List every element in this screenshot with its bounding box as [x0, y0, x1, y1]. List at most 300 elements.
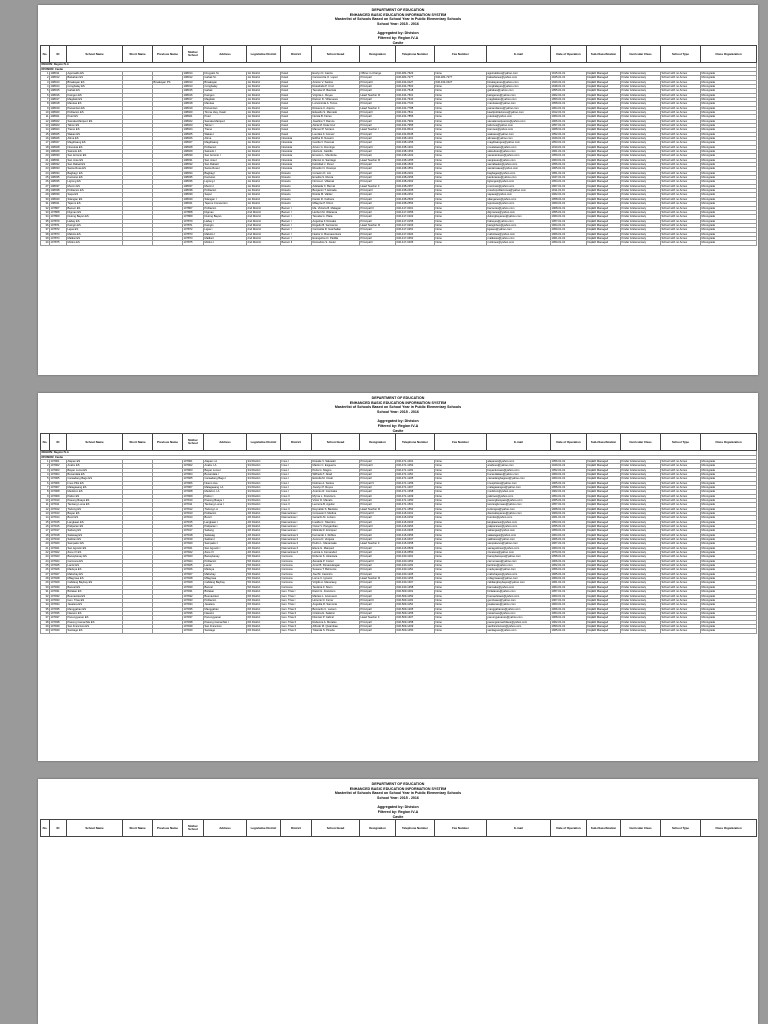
table-cell: 1912-01-01	[551, 110, 587, 114]
table-cell: 108022	[183, 119, 204, 123]
school-table	[40, 819, 757, 837]
table-cell: DepED Managed	[587, 176, 621, 180]
table-cell: None	[435, 616, 487, 620]
table-cell: Joel M. Casimiro	[312, 572, 360, 576]
school-table	[40, 433, 757, 633]
table-cell: Principal I	[360, 538, 396, 542]
table-cell: Adelaida C. Bernal	[312, 184, 360, 188]
table-cell: Bucandala I	[204, 472, 247, 476]
column-header: Fax Number	[435, 820, 487, 837]
table-cell: School with no Annex	[661, 167, 701, 171]
table-cell: 4th District	[247, 533, 281, 537]
table-cell: School with no Annex	[661, 171, 701, 175]
table-cell: DepED Managed	[587, 102, 621, 106]
table-cell: 046-417-0102	[396, 215, 435, 219]
table-cell: Principal I	[360, 115, 396, 119]
table-cell: 108012	[183, 76, 204, 80]
table-cell: 046-509-1256	[396, 611, 435, 615]
table-cell: Leonora B. Aguilar	[312, 503, 360, 507]
table-cell: Kinder & Elementary	[621, 568, 661, 572]
table-cell: Monograde	[701, 202, 757, 206]
table-cell: Silangan I	[204, 197, 247, 201]
table-cell: Principal III	[360, 206, 396, 210]
table-cell: 26	[41, 180, 50, 184]
table-cell: Marlon C. Esguerra	[312, 464, 360, 468]
table-cell: Bancal	[204, 585, 247, 589]
table-cell: 8	[41, 102, 50, 106]
table-cell: 1907-01-01	[551, 598, 587, 602]
table-cell: Kinder & Elementary	[621, 171, 661, 175]
table-cell: 107918	[50, 533, 67, 537]
school-year: School Year: 2015 - 2016	[377, 21, 419, 26]
table-cell: Tirona Hwy, Kawit	[204, 110, 247, 114]
table-header-row	[41, 434, 757, 451]
table-cell: Monograde	[701, 585, 757, 589]
table-cell: 1st District	[247, 197, 281, 201]
column-header: ID	[50, 434, 67, 451]
aggregated-by: Aggregated by: Division	[377, 31, 419, 36]
table-cell: Principal I	[360, 228, 396, 232]
table-cell: Principal I	[360, 150, 396, 154]
table-cell: DepED Managed	[587, 498, 621, 502]
table-cell: Samala-Marquez	[204, 119, 247, 123]
table-cell: 1960-01-01	[551, 546, 587, 550]
table-cell: tramoes@yahoo.com	[487, 128, 551, 132]
table-cell: 6th District	[247, 611, 281, 615]
table-cell: Kinder & Elementary	[621, 236, 661, 240]
table-cell: 1962-01-01	[551, 93, 587, 97]
table-cell: Kinder & Elementary	[621, 468, 661, 472]
table-cell: 107910	[50, 498, 67, 502]
table-cell: 18	[41, 533, 50, 537]
table-cell: Kinder & Elementary	[621, 555, 661, 559]
table-cell: Kawit	[281, 80, 312, 84]
column-header: School Name	[67, 46, 123, 63]
table-cell: paliparanes@yahoo.com	[487, 525, 551, 529]
table-cell: 046-438-2503	[396, 197, 435, 201]
table-cell: 39	[41, 624, 50, 628]
table-cell: 107911	[183, 503, 204, 507]
table-cell: 046-417-0251	[396, 228, 435, 232]
table-cell: DepED Managed	[587, 581, 621, 585]
table-cell: 046-416-0305	[396, 529, 435, 533]
table-cell: 046-417-0405	[396, 241, 435, 245]
table-cell: Bacoor I	[281, 210, 312, 214]
table-cell: 046-430-1103	[396, 564, 435, 568]
table-cell: Kinder & Elementary	[621, 559, 661, 563]
table-cell: 15	[41, 132, 50, 136]
table-cell: Muzon I	[204, 184, 247, 188]
table-cell: School with no Annex	[661, 481, 701, 485]
table-cell: Monograde	[701, 555, 757, 559]
table-cell: DepED Managed	[587, 89, 621, 93]
table-cell: Aurora D. Vergara	[312, 538, 360, 542]
table-cell: Kaingin	[204, 223, 247, 227]
table-cell: 1st District	[247, 71, 281, 75]
table-cell: Monograde	[701, 551, 757, 555]
table-cell: 19	[41, 150, 50, 154]
table-cell: 107940	[183, 629, 204, 633]
table-cell: Danilo R. Cabrera	[312, 197, 360, 201]
table-cell: None	[435, 145, 487, 149]
table-cell: DepED Managed	[587, 507, 621, 511]
table-cell: DepED Managed	[587, 551, 621, 555]
table-cell: 1	[41, 459, 50, 463]
table-cell: Ramil G. Francisco	[312, 590, 360, 594]
table-cell: 16	[41, 137, 50, 141]
table-cell: DepED Managed	[587, 137, 621, 141]
table-cell: 046-509-1154	[396, 603, 435, 607]
table-cell: 108014	[183, 84, 204, 88]
table-cell: DepED Managed	[587, 171, 621, 175]
table-cell: Monograde	[701, 184, 757, 188]
table-cell: 108018	[183, 102, 204, 106]
table-cell: Ligtong ES	[67, 180, 123, 184]
table-cell: Principal I	[360, 193, 396, 197]
table-cell: 107921	[183, 546, 204, 550]
table-cell: 8	[41, 490, 50, 494]
table-cell: Kinder & Elementary	[621, 119, 661, 123]
table-cell: Carmona	[281, 564, 312, 568]
table-cell: School with no Annex	[661, 197, 701, 201]
table-cell: None	[435, 189, 487, 193]
table-cell: Bacoor I	[281, 232, 312, 236]
table-cell: 1965-01-01	[551, 498, 587, 502]
table-cell: DepED Managed	[587, 477, 621, 481]
table-cell: Gen. Trias II	[281, 607, 312, 611]
table-cell: San Rafael ES	[67, 163, 123, 167]
table-cell: Kinder & Elementary	[621, 163, 661, 167]
table-cell: School with no Annex	[661, 546, 701, 550]
table-cell: Silangan ES	[67, 197, 123, 201]
column-header: Designation	[360, 434, 396, 451]
table-cell: Cecilia V. Pascual	[312, 141, 360, 145]
table-cell: Kawit	[281, 128, 312, 132]
table-cell: 17	[41, 529, 50, 533]
table-cell: 046-417-0155	[396, 219, 435, 223]
table-cell: alimaes@yahoo.com	[487, 137, 551, 141]
table-cell: 046-434-7811	[396, 110, 435, 114]
table-cell: Monograde	[701, 154, 757, 158]
table-cell: Tejeros ES	[67, 202, 123, 206]
table-cell: 107873	[50, 232, 67, 236]
table-cell: Imus I	[281, 459, 312, 463]
table-cell: lantices@yahoo.com	[487, 564, 551, 568]
table-cell: School with no Annex	[661, 228, 701, 232]
table-cell: 108023	[183, 123, 204, 127]
table-cell: Salawag ES	[67, 533, 123, 537]
table-cell: School with no Annex	[661, 110, 701, 114]
table-cell: Monograde	[701, 542, 757, 546]
table-cell: Magdiwang ES	[67, 141, 123, 145]
table-cell: DepED Managed	[587, 215, 621, 219]
table-cell: Head Teacher II	[360, 616, 396, 620]
region-label: REGION: Region IV-A	[41, 63, 757, 67]
table-cell: School with no Annex	[661, 123, 701, 127]
table-cell: 21	[41, 546, 50, 550]
table-cell: Sapa I	[204, 193, 247, 197]
table-cell: 1908-01-01	[551, 206, 587, 210]
table-cell: DepED Managed	[587, 529, 621, 533]
table-cell: malagasanges@yahoo.com	[487, 485, 551, 489]
table-cell: Monograde	[701, 581, 757, 585]
table-cell: 107874	[50, 236, 67, 240]
table-cell: 108030	[50, 154, 67, 158]
table-cell: 6th District	[247, 590, 281, 594]
table-cell: 1967-01-01	[551, 542, 587, 546]
table-cell: Cabilang Baybay ES	[67, 581, 123, 585]
table-cell: None	[435, 511, 487, 515]
table-cell: Bayan Luma ES	[67, 468, 123, 472]
table-cell: DepED Managed	[587, 533, 621, 537]
table-cell: 9	[41, 106, 50, 110]
table-cell: 1962-01-01	[551, 620, 587, 624]
table-cell: None	[435, 102, 487, 106]
table-cell: School with no Annex	[661, 538, 701, 542]
table-cell: Biclatan	[204, 590, 247, 594]
table-cell: 5th District	[247, 559, 281, 563]
table-cell: School with no Annex	[661, 525, 701, 529]
table-cell: Lantic ES	[67, 564, 123, 568]
table-cell: 25	[41, 564, 50, 568]
table-cell: DepED Managed	[587, 538, 621, 542]
table-cell: Principal I	[360, 607, 396, 611]
table-cell: 046-484-7277	[396, 76, 435, 80]
table-cell: Bacoor II	[281, 241, 312, 245]
table-cell: 1957-01-01	[551, 219, 587, 223]
table-cell: Monograde	[701, 459, 757, 463]
table-cell: Kinder & Elementary	[621, 89, 661, 93]
table-cell: 5	[41, 477, 50, 481]
table-cell: Monograde	[701, 559, 757, 563]
table-cell: 1964-01-01	[551, 106, 587, 110]
table-cell: 6	[41, 93, 50, 97]
table-cell: Rosita M. Valdez	[312, 193, 360, 197]
table-cell: 107910	[183, 498, 204, 502]
column-header: Date of Operation	[551, 434, 587, 451]
column-header: Curricular Class	[621, 434, 661, 451]
table-cell: Principal I	[360, 163, 396, 167]
table-cell: 2nd District	[247, 219, 281, 223]
table-cell: DepED Managed	[587, 119, 621, 123]
table-cell: Habay ES	[67, 219, 123, 223]
table-cell: Kaingin ES	[67, 223, 123, 227]
table-cell: Buenavista ES	[67, 594, 123, 598]
table-cell: 046-471-1052	[396, 464, 435, 468]
table-cell: 1st District	[247, 119, 281, 123]
table-cell: Manggahan	[204, 607, 247, 611]
table-cell: sanrafaeles@yahoo.com	[487, 163, 551, 167]
table-cell: 107873	[183, 232, 204, 236]
table-cell: Gen. Trias II	[281, 616, 312, 620]
table-cell: Kinder & Elementary	[621, 241, 661, 245]
table-cell: Monograde	[701, 115, 757, 119]
table-cell: 4th District	[247, 546, 281, 550]
table-cell: 4th District	[247, 516, 281, 520]
table-cell: 2nd District	[247, 223, 281, 227]
table-cell: 046-471-1307	[396, 485, 435, 489]
table-cell: Lourdes F. Gomez	[312, 132, 360, 136]
table-cell: None	[435, 84, 487, 88]
table-cell: zoneives@yahoo.com	[487, 551, 551, 555]
table-cell: Principal I	[360, 529, 396, 533]
table-cell: School with no Annex	[661, 559, 701, 563]
table-cell: Kinder & Elementary	[621, 481, 661, 485]
table-cell: 1964-01-01	[551, 223, 587, 227]
table-cell: Monograde	[701, 546, 757, 550]
table-cell: Principal I	[360, 603, 396, 607]
table-cell: Principal III	[360, 559, 396, 563]
table-cell: 107924	[50, 559, 67, 563]
table-cell: Carmona	[281, 555, 312, 559]
table-cell: School with no Annex	[661, 620, 701, 624]
table-cell: School with no Annex	[661, 485, 701, 489]
table-cell: 1963-01-01	[551, 603, 587, 607]
table-cell: San Antonio ES	[67, 154, 123, 158]
table-cell: Monograde	[701, 616, 757, 620]
table-cell: Head Teacher II	[360, 106, 396, 110]
table-cell: None	[435, 110, 487, 114]
table-cell: None	[435, 171, 487, 175]
table-cell: maduyaes@yahoo.com	[487, 568, 551, 572]
table-cell: 1966-01-01	[551, 607, 587, 611]
table-cell: Officer-in-Charge	[360, 71, 396, 75]
table-cell: Kinder & Elementary	[621, 516, 661, 520]
table-cell: Kinder & Elementary	[621, 80, 661, 84]
table-cell: 1906-01-01	[551, 559, 587, 563]
table-cell: dasmabayanes@yahoo.com	[487, 511, 551, 515]
table-cell: Bagbag I ES	[67, 171, 123, 175]
table-cell: Head Teacher III	[360, 158, 396, 162]
table-cell: School with no Annex	[661, 180, 701, 184]
table-cell: 3rd District	[247, 468, 281, 472]
table-cell: 9	[41, 494, 50, 498]
table-cell: Angelita R. Samonte	[312, 603, 360, 607]
table-cell: 108025	[50, 132, 67, 136]
table-cell: 1958-01-01	[551, 197, 587, 201]
table-cell: Principal I	[360, 84, 396, 88]
table-cell: 23	[41, 167, 50, 171]
table-cell: Kinder & Elementary	[621, 494, 661, 498]
table-cell: Dasmarinas I	[281, 516, 312, 520]
table-cell: 046-416-0356	[396, 533, 435, 537]
table-cell: Cabilang Baybay	[204, 581, 247, 585]
table-cell: 107875	[50, 241, 67, 245]
table-cell: Alicia M. Dela Cruz	[312, 123, 360, 127]
table-cell: kainginbes@yahoo.com	[487, 223, 551, 227]
table-cell: Imus I	[281, 472, 312, 476]
table-cell: Santa Rosa I	[204, 167, 247, 171]
table-cell: Kinder & Elementary	[621, 629, 661, 633]
masterlist-title: Masterlist of Schools Based on School Year in Public Elementary Schools	[334, 405, 462, 410]
table-cell: 1954-01-01	[551, 611, 587, 615]
column-header: District	[281, 434, 312, 451]
table-cell: ligases@yahoo.com	[487, 228, 551, 232]
table-cell: tanzanglumaes@yahoo.com	[487, 503, 551, 507]
table-cell: 107921	[50, 546, 67, 550]
table-cell: Monograde	[701, 516, 757, 520]
table-cell: Kinder & Elementary	[621, 132, 661, 136]
table-cell: Mabolo I	[204, 232, 247, 236]
table-cell: molinoes@yahoo.com	[487, 241, 551, 245]
table-cell: DepED Managed	[587, 71, 621, 75]
table-cell: 15	[41, 520, 50, 524]
table-cell: Putol ES	[67, 115, 123, 119]
table-cell: Monograde	[701, 525, 757, 529]
table-cell: Biclatan ES	[67, 590, 123, 594]
table-cell: Jocelyn P. Reyes	[312, 485, 360, 489]
table-cell: 108028	[50, 145, 67, 149]
table-cell: 107919	[183, 538, 204, 542]
table-cell: Carmona	[281, 559, 312, 563]
table-cell: None	[435, 598, 487, 602]
table-cell: 107927	[183, 572, 204, 576]
table-cell: 35	[41, 607, 50, 611]
table-cell: 1st District	[247, 141, 281, 145]
table-cell: carmonaes@yahoo.com	[487, 559, 551, 563]
table-cell: 1954-01-01	[551, 494, 587, 498]
table-cell: 1957-01-01	[551, 590, 587, 594]
table-cell: Principal I	[360, 551, 396, 555]
table-cell: Principal I	[360, 477, 396, 481]
table-cell: 2nd District	[247, 215, 281, 219]
table-cell: Principal I	[360, 89, 396, 93]
table-cell: 107908	[183, 490, 204, 494]
table-cell: 16	[41, 525, 50, 529]
table-cell: Kinder & Elementary	[621, 533, 661, 537]
table-cell: buenavistaes@yahoo.com	[487, 594, 551, 598]
table-cell: 2	[41, 464, 50, 468]
table-cell: Marulas	[204, 102, 247, 106]
table-cell: 12	[41, 119, 50, 123]
table-cell: Dreypalo St.	[204, 71, 247, 75]
table-cell: 1st District	[247, 154, 281, 158]
table-cell: 1st District	[247, 180, 281, 184]
table-cell: Principal I	[360, 123, 396, 127]
table-cell: DepED Managed	[587, 611, 621, 615]
table-cell: Kinder & Elementary	[621, 477, 661, 481]
table-cell: Monograde	[701, 472, 757, 476]
table-cell: 107913	[183, 511, 204, 515]
table-cell: None	[435, 184, 487, 188]
table-cell: Monograde	[701, 533, 757, 537]
table-cell: 107871	[50, 223, 67, 227]
table-cell: 1958-01-01	[551, 555, 587, 559]
table-cell: School with no Annex	[661, 154, 701, 158]
table-cell: 107906	[50, 481, 67, 485]
table-cell: DepED Managed	[587, 577, 621, 581]
table-cell: Salitran I	[204, 538, 247, 542]
table-body	[41, 451, 757, 633]
table-cell: Congbalay	[204, 84, 247, 88]
table-cell: Principal I	[360, 171, 396, 175]
column-header: No.	[41, 820, 50, 837]
table-cell: Kinder & Elementary	[621, 93, 661, 97]
table-cell: Langkaan ES	[67, 520, 123, 524]
table-cell: Kinder & Elementary	[621, 145, 661, 149]
table-cell: Principal I	[360, 137, 396, 141]
school-year: School Year: 2015 - 2016	[377, 795, 419, 800]
table-cell: 20	[41, 542, 50, 546]
table-cell: Carmona	[281, 585, 312, 589]
table-cell: DepED Managed	[587, 603, 621, 607]
table-cell: 108036	[50, 180, 67, 184]
table-cell: Evangeline D. Padilla	[312, 236, 360, 240]
table-cell: ligtonges@yahoo.com	[487, 180, 551, 184]
table-cell: Lantic	[204, 564, 247, 568]
table-cell: Kawit	[281, 93, 312, 97]
document-page-2	[38, 393, 758, 761]
